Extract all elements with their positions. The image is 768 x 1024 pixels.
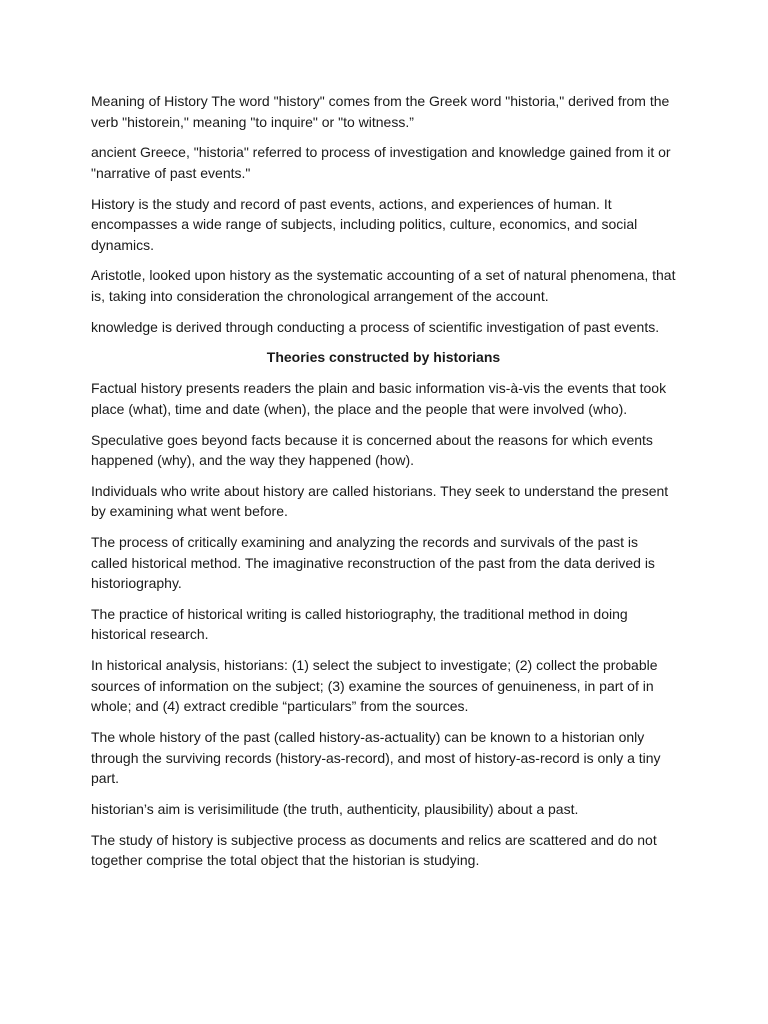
paragraph-verisimilitude: historian’s aim is verisimilitude (the truth, authenticity, plausibility) about a past.	[91, 800, 579, 817]
paragraph-historians: Individuals who write about history are called historians. They seek to understand the present by examining what went before.	[91, 482, 669, 520]
paragraph-aristotle: Aristotle, looked upon history as the systematic accounting of a set of natural phenomena, that is, taking into consideration the chronological arrangement of the account.	[91, 267, 676, 304]
paragraph-ancient-greece: ancient Greece, "historia" referred to process of investigation and knowledge gained from it or "narrative of past events."	[91, 144, 671, 181]
paragraph-meaning-of-history: Meaning of History The word "history" comes from the Greek word "historia," derived from the verb "historein," meaning "to inquire" or "to witness.”	[91, 93, 670, 130]
paragraph-history-as-actuality: The whole history of the past (called history-as-actuality) can be known to a historian only through the surviving records (history-as-record), and most of history-as-record is only a tiny part.	[91, 729, 661, 787]
section-heading: Theories constructed by historians	[266, 349, 501, 366]
paragraph-speculative: Speculative goes beyond facts because it is concerned about the reasons for which events happened (why), and the way they happened (how).	[91, 431, 653, 469]
paragraph-factual-history: Factual history presents readers the plain and basic information vis-à-vis the events that took place (what), time and date (when), the place and the people that were involved (who).	[91, 380, 667, 417]
paragraph-knowledge: knowledge is derived through conducting a process of scientific investigation of past events.	[91, 318, 660, 335]
paragraph-historical-method: The process of critically examining and analyzing the records and survivals of the past is called historical method. The imaginative reconstruction of the past from the data derived is historiography.	[91, 534, 655, 592]
paragraph-historical-analysis: In historical analysis, historians: (1) select the subject to investigate; (2) collect the probable sources of information on the subject; (3) examine the sources of genuineness, in part of in whole; and (4) extract credible “particulars” from the sources.	[91, 657, 658, 715]
paragraph-subjective-process: The study of history is subjective process as documents and relics are scattered and do not together comprise the total object that the historian is studying.	[91, 831, 657, 869]
paragraph-historiography: The practice of historical writing is called historiography, the traditional method in doing historical research.	[91, 605, 628, 643]
paragraph-history-definition: History is the study and record of past events, actions, and experiences of human. It encompasses a wide range of subjects, including politics, culture, economics, and social dynamics.	[91, 195, 638, 253]
